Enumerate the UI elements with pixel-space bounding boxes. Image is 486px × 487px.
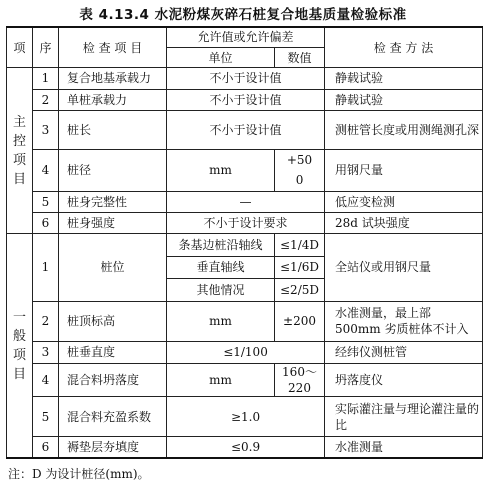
table-row (7, 212, 483, 233)
tolerance-cell: ≤0.9 (167, 436, 325, 458)
item-cell: 桩位 (59, 234, 167, 301)
method-cell: 水准测量，最上部 500mm 劣质桩体不计入 (325, 301, 483, 342)
table-row (7, 89, 483, 110)
item-cell: 桩顶标高 (59, 301, 167, 342)
unit-cell: mm (167, 301, 275, 342)
header-seq: 序 (33, 27, 59, 68)
item-cell: 桩身完整性 (59, 191, 167, 212)
table-note: 注：D 为设计桩径(mm)。 (8, 467, 150, 481)
table-row (7, 234, 483, 256)
value-cell: ≤1/6D (275, 256, 325, 278)
method-cell: 静载试验 (325, 68, 483, 89)
value-cell: ≤1/4D (275, 234, 325, 256)
table-row (7, 301, 483, 342)
table-row (7, 397, 483, 437)
value-cell: ≤2/5D (275, 279, 325, 301)
table-row (7, 342, 483, 363)
tolerance-cell: 不小于设计值 (167, 68, 325, 89)
method-cell: 全站仪或用钢尺量 (325, 234, 483, 301)
method-cell: 测桩管长度或用测绳测孔深 (325, 111, 483, 150)
value-cell: +50 0 (275, 149, 325, 191)
seq-cell: 4 (33, 363, 59, 397)
header-item-class: 项 (7, 27, 33, 68)
table-row (7, 363, 483, 397)
tolerance-cell: 不小于设计要求 (167, 212, 325, 233)
table-row (7, 111, 483, 150)
table-row (7, 191, 483, 212)
method-cell: 实际灌注量与理论灌注量的比 (325, 397, 483, 437)
seq-cell: 2 (33, 89, 59, 110)
method-cell: 低应变检测 (325, 191, 483, 212)
value-cell: 160～220 (275, 363, 325, 397)
header-row (7, 27, 483, 47)
item-cell: 混合料坍落度 (59, 363, 167, 397)
seq-cell: 4 (33, 149, 59, 191)
table-row (7, 68, 483, 89)
table-title: 表 4.13.4 水泥粉煤灰碎石桩复合地基质量检验标准 (79, 7, 407, 23)
item-cell: 复合地基承载力 (59, 68, 167, 89)
method-cell: 经纬仪测桩管 (325, 342, 483, 363)
item-cell: 桩径 (59, 149, 167, 191)
table-row (7, 436, 483, 458)
header-value: 数值 (275, 47, 325, 67)
main-control-label: 主 控 项 目 (7, 68, 33, 234)
header-tolerance: 允许值或允许偏差 (167, 27, 325, 47)
item-cell: 单桩承载力 (59, 89, 167, 110)
seq-cell: 1 (33, 234, 59, 301)
tolerance-cell: 不小于设计值 (167, 111, 325, 150)
pile-case-cell: 垂直轴线 (167, 256, 275, 278)
method-cell: 水准测量 (325, 436, 483, 458)
seq-cell: 2 (33, 301, 59, 342)
general-label: 一 般 项 目 (7, 234, 33, 458)
header-unit: 单位 (167, 47, 275, 67)
seq-cell: 3 (33, 342, 59, 363)
tolerance-cell: 不小于设计值 (167, 89, 325, 110)
tolerance-cell: ≤1/100 (167, 342, 325, 363)
item-cell: 桩身强度 (59, 212, 167, 233)
method-cell: 28d 试块强度 (325, 212, 483, 233)
seq-cell: 5 (33, 191, 59, 212)
unit-cell: mm (167, 363, 275, 397)
tolerance-cell: ≥1.0 (167, 397, 325, 437)
pile-case-cell: 条基边桩沿轴线 (167, 234, 275, 256)
header-method: 检 查 方 法 (325, 27, 483, 68)
item-cell: 褥垫层夯填度 (59, 436, 167, 458)
table-row (7, 149, 483, 191)
tolerance-cell: — (167, 191, 325, 212)
method-cell: 坍落度仪 (325, 363, 483, 397)
seq-cell: 6 (33, 212, 59, 233)
seq-cell: 1 (33, 68, 59, 89)
seq-cell: 5 (33, 397, 59, 437)
seq-cell: 6 (33, 436, 59, 458)
header-check-item: 检 查 项 目 (59, 27, 167, 68)
value-cell: ±200 (275, 301, 325, 342)
item-cell: 桩长 (59, 111, 167, 150)
item-cell: 混合料充盈系数 (59, 397, 167, 437)
item-cell: 桩垂直度 (59, 342, 167, 363)
pile-case-cell: 其他情况 (167, 279, 275, 301)
quality-inspection-table (6, 26, 483, 459)
method-cell: 用钢尺量 (325, 149, 483, 191)
unit-cell: mm (167, 149, 275, 191)
method-cell: 静载试验 (325, 89, 483, 110)
seq-cell: 3 (33, 111, 59, 150)
